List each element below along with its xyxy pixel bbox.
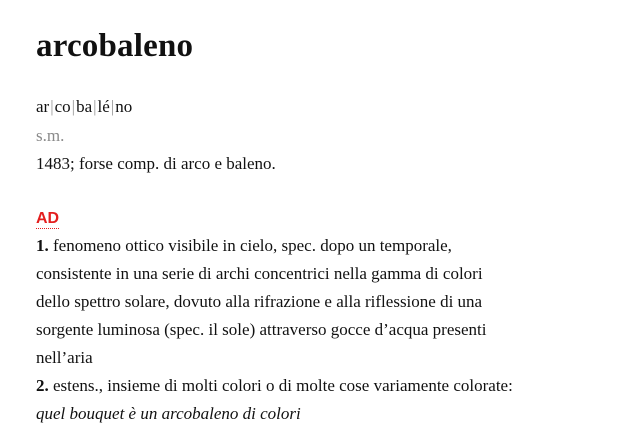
sense-line: consistente in una serie di archi concentrici nella gamma di colori — [36, 264, 483, 283]
sense-line: dello spettro solare, dovuto alla rifrazione e alla riflessione di una — [36, 292, 483, 311]
sense-line — [36, 375, 513, 397]
syllable: ba — [76, 97, 93, 116]
syllable: ar — [36, 97, 50, 116]
usage-example: quel bouquet è un arcobaleno di colori — [36, 404, 301, 423]
syllable-separator: | — [50, 97, 54, 116]
syllabification — [36, 96, 132, 118]
syllable: lé — [97, 97, 110, 116]
sense-line: sorgente luminosa (spec. il sole) attraverso gocce d’acqua presenti — [36, 320, 487, 339]
usage-tag-line — [36, 207, 59, 230]
syllable-separator: | — [93, 97, 97, 116]
syllable-separator: | — [71, 97, 76, 116]
syllable: co — [54, 97, 71, 116]
syllable: no — [115, 97, 133, 116]
sense-text: fenomeno ottico visibile in cielo, spec. dopo un temporale, — [53, 236, 452, 255]
sense-number: 1. — [36, 236, 49, 255]
sense-line: nell’aria — [36, 348, 93, 367]
usage-tag[interactable]: AD — [36, 210, 60, 227]
sense-number: 2. — [36, 376, 49, 395]
syllable-separator: | — [110, 97, 115, 116]
etymology: 1483; forse comp. di arco e baleno. — [36, 154, 276, 173]
sense-text: estens., insieme di molti colori o di molte cose variamente colorate: — [53, 376, 513, 395]
headword: arcobaleno — [36, 28, 194, 64]
part-of-speech: s.m. — [36, 126, 65, 145]
sense-line — [36, 235, 452, 257]
